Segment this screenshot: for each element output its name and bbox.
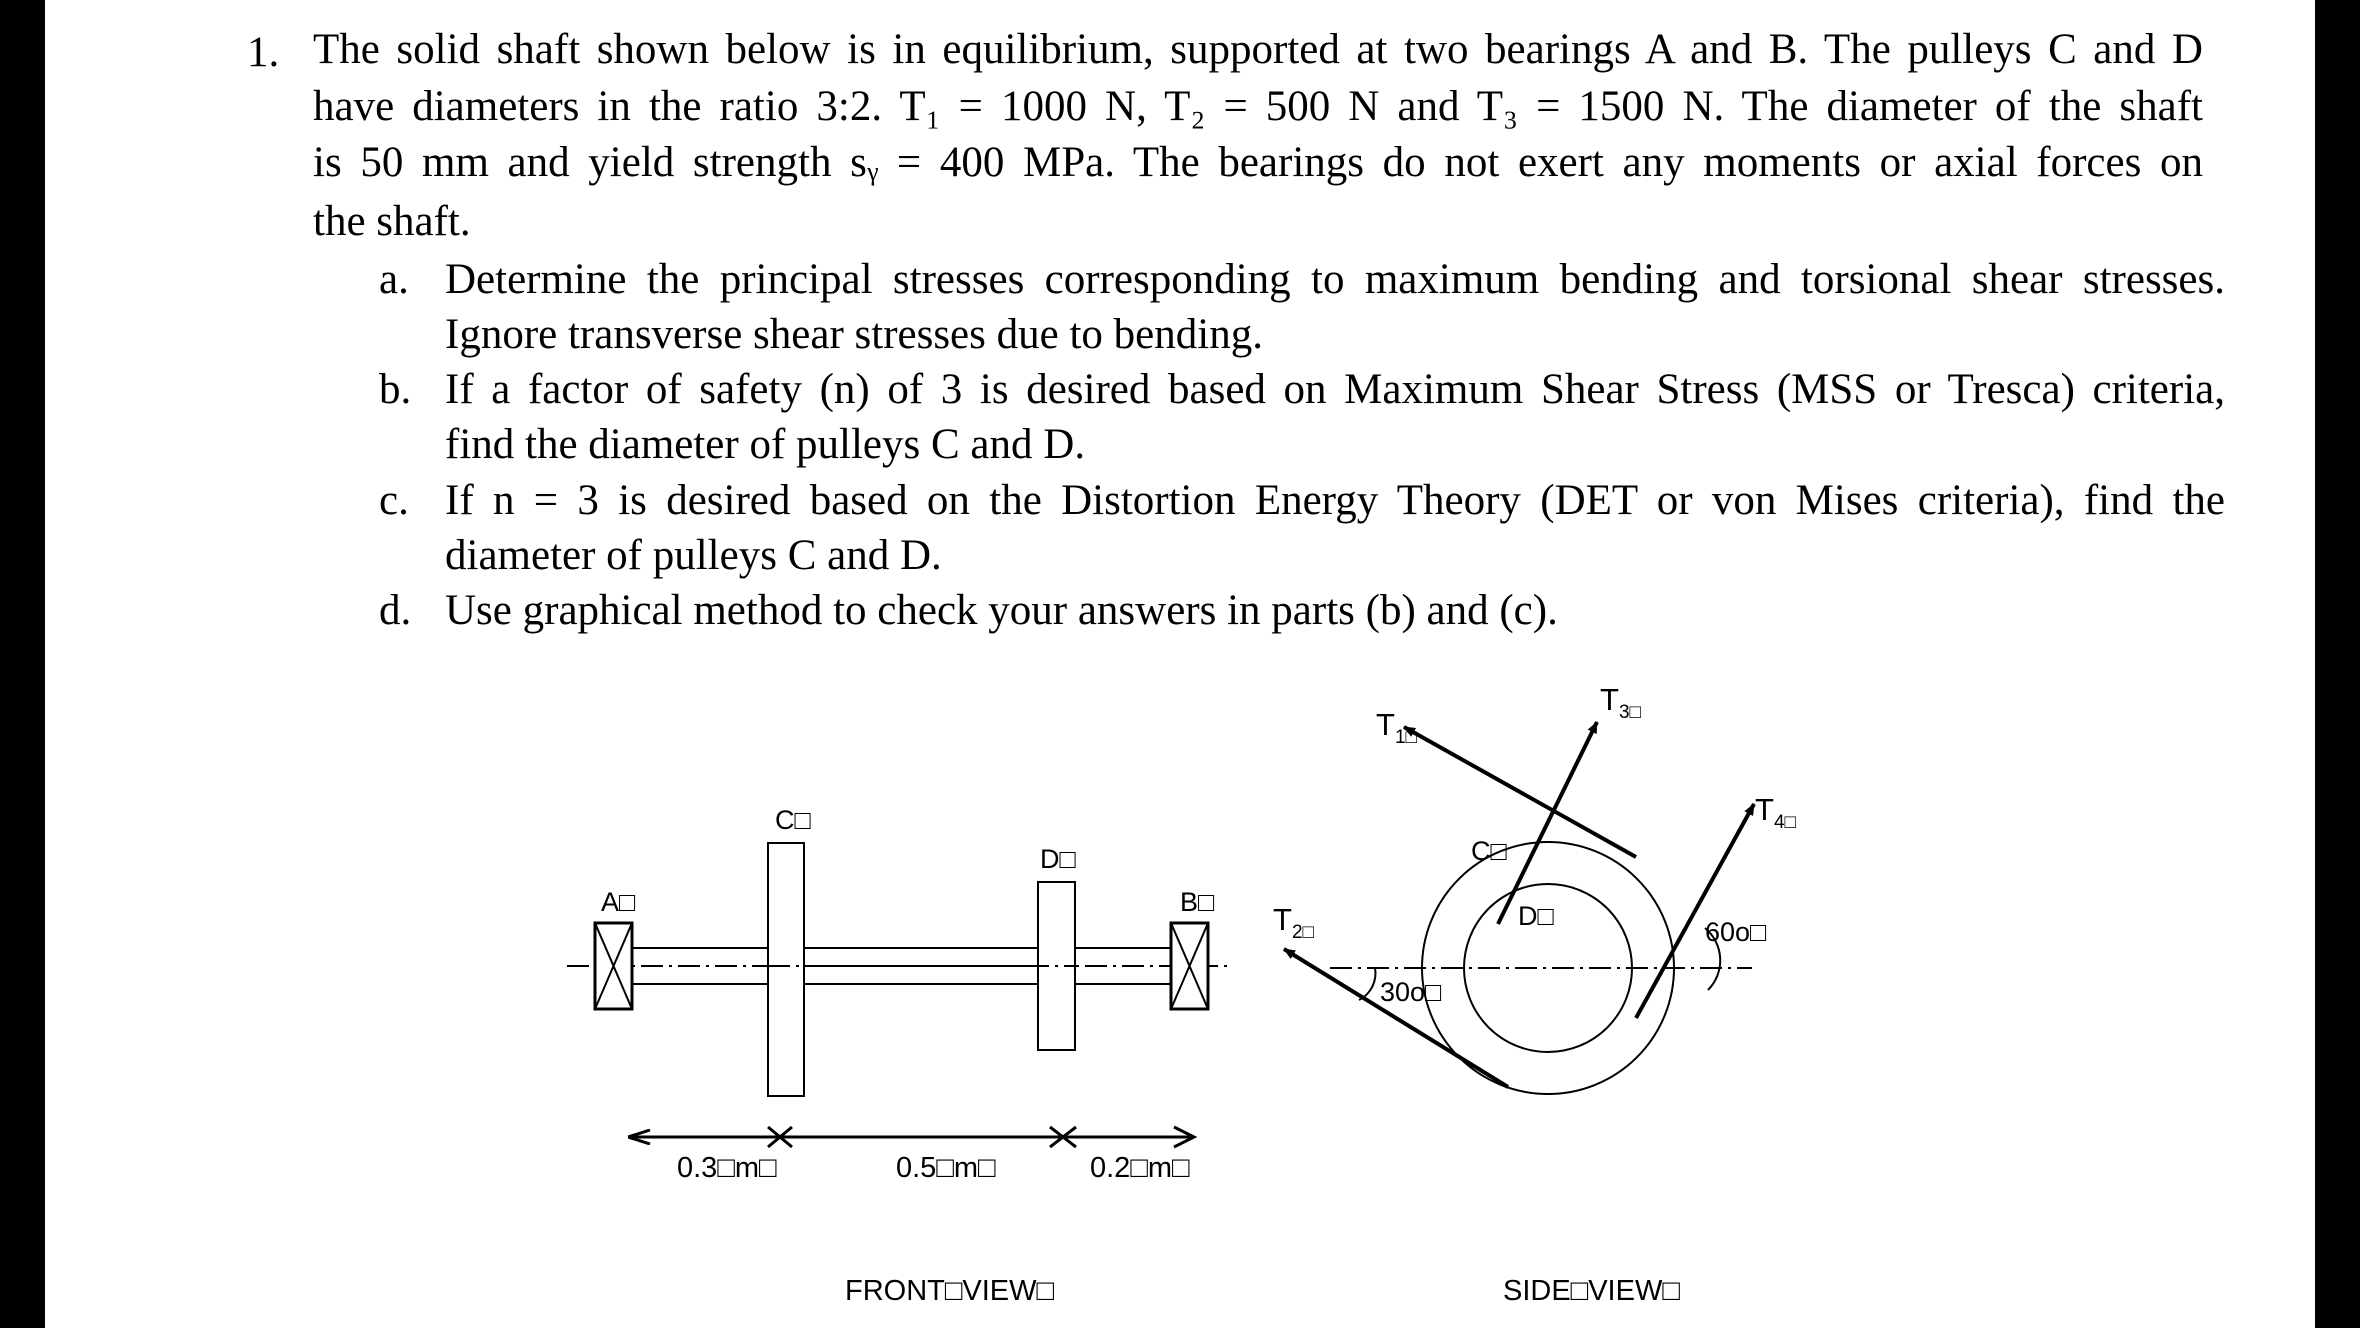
t1-arrow: [1404, 727, 1636, 857]
shaft-figure: [45, 0, 2315, 1328]
label-c-side: C□: [1471, 836, 1507, 866]
front-view-title: FRONT□VIEW□: [845, 1275, 1055, 1307]
label-c-front: C□: [775, 805, 811, 835]
t2-label: $T_{2□}$: [1273, 902, 1314, 943]
label-b: B□: [1180, 887, 1215, 917]
label-d-front: D□: [1040, 844, 1076, 874]
t1-label: $T_{1□}$: [1376, 707, 1417, 748]
part-c-letter: c.: [379, 477, 409, 524]
part-c-line-2: diameter of pulleys C and D.: [445, 532, 942, 579]
intro-line-4: the shaft.: [313, 198, 471, 245]
part-b-line-2: find the diameter of pulleys C and D.: [445, 421, 1086, 468]
part-a-line-1: Determine the principal stresses corresponding to maximum bending and torsional shear stresses.: [445, 256, 2225, 303]
part-d-line-1: Use graphical method to check your answers in parts (b) and (c).: [445, 587, 1558, 634]
part-c-line-1: If n = 3 is desired based on the Distortion Energy Theory (DET or von Mises criteria), find the: [445, 477, 2225, 524]
side-view: [1273, 682, 1797, 1307]
intro-line-3: is 50 mm and yield strength sᵧ = 400 MPa. The bearings do not exert any moments or axial forces on: [313, 139, 2203, 186]
intro-line-2: have diameters in the ratio 3:2. T₁ = 1000 N, T₂ = 500 N and T₃ = 1500 N. The diameter of the shaft: [313, 83, 2203, 130]
question-number: 1.: [247, 29, 280, 76]
part-d-letter: d.: [379, 587, 412, 634]
part-a-line-2: Ignore transverse shear stresses due to bending.: [445, 311, 1263, 358]
problem-page: [45, 0, 2315, 1328]
t3-arrow: [1498, 722, 1597, 924]
intro-line-1: The solid shaft shown below is in equilibrium, supported at two bearings A and B. The pulleys C and D: [313, 26, 2203, 73]
t3-label: $T_{3□}$: [1600, 682, 1641, 723]
dim-0.5m: 0.5□m□: [896, 1152, 996, 1184]
part-b-line-1: If a factor of safety (n) of 3 is desired based on Maximum Shear Stress (MSS or Tresca) criteria,: [445, 366, 2225, 413]
t2-arrow: [1284, 949, 1508, 1087]
label-a: A□: [601, 887, 636, 917]
bearing-b: [1171, 923, 1208, 1009]
dim-0.3m: 0.3□m□: [677, 1152, 777, 1184]
label-d-side: D□: [1518, 901, 1554, 931]
angle-60-label: 60o□: [1705, 917, 1767, 947]
dimension-lines: [630, 1127, 1194, 1147]
t4-arrow: [1636, 804, 1754, 1018]
angle-30-label: 30o□: [1380, 977, 1442, 1007]
front-view: [567, 805, 1228, 1307]
part-a-letter: a.: [379, 256, 409, 303]
side-view-title: SIDE□VIEW□: [1503, 1275, 1680, 1307]
t4-label: $T_{4□}$: [1755, 792, 1796, 833]
bearing-a: [595, 923, 632, 1009]
part-b-letter: b.: [379, 366, 412, 413]
dim-0.2m: 0.2□m□: [1090, 1152, 1190, 1184]
pulley-c-front: [768, 843, 804, 1096]
